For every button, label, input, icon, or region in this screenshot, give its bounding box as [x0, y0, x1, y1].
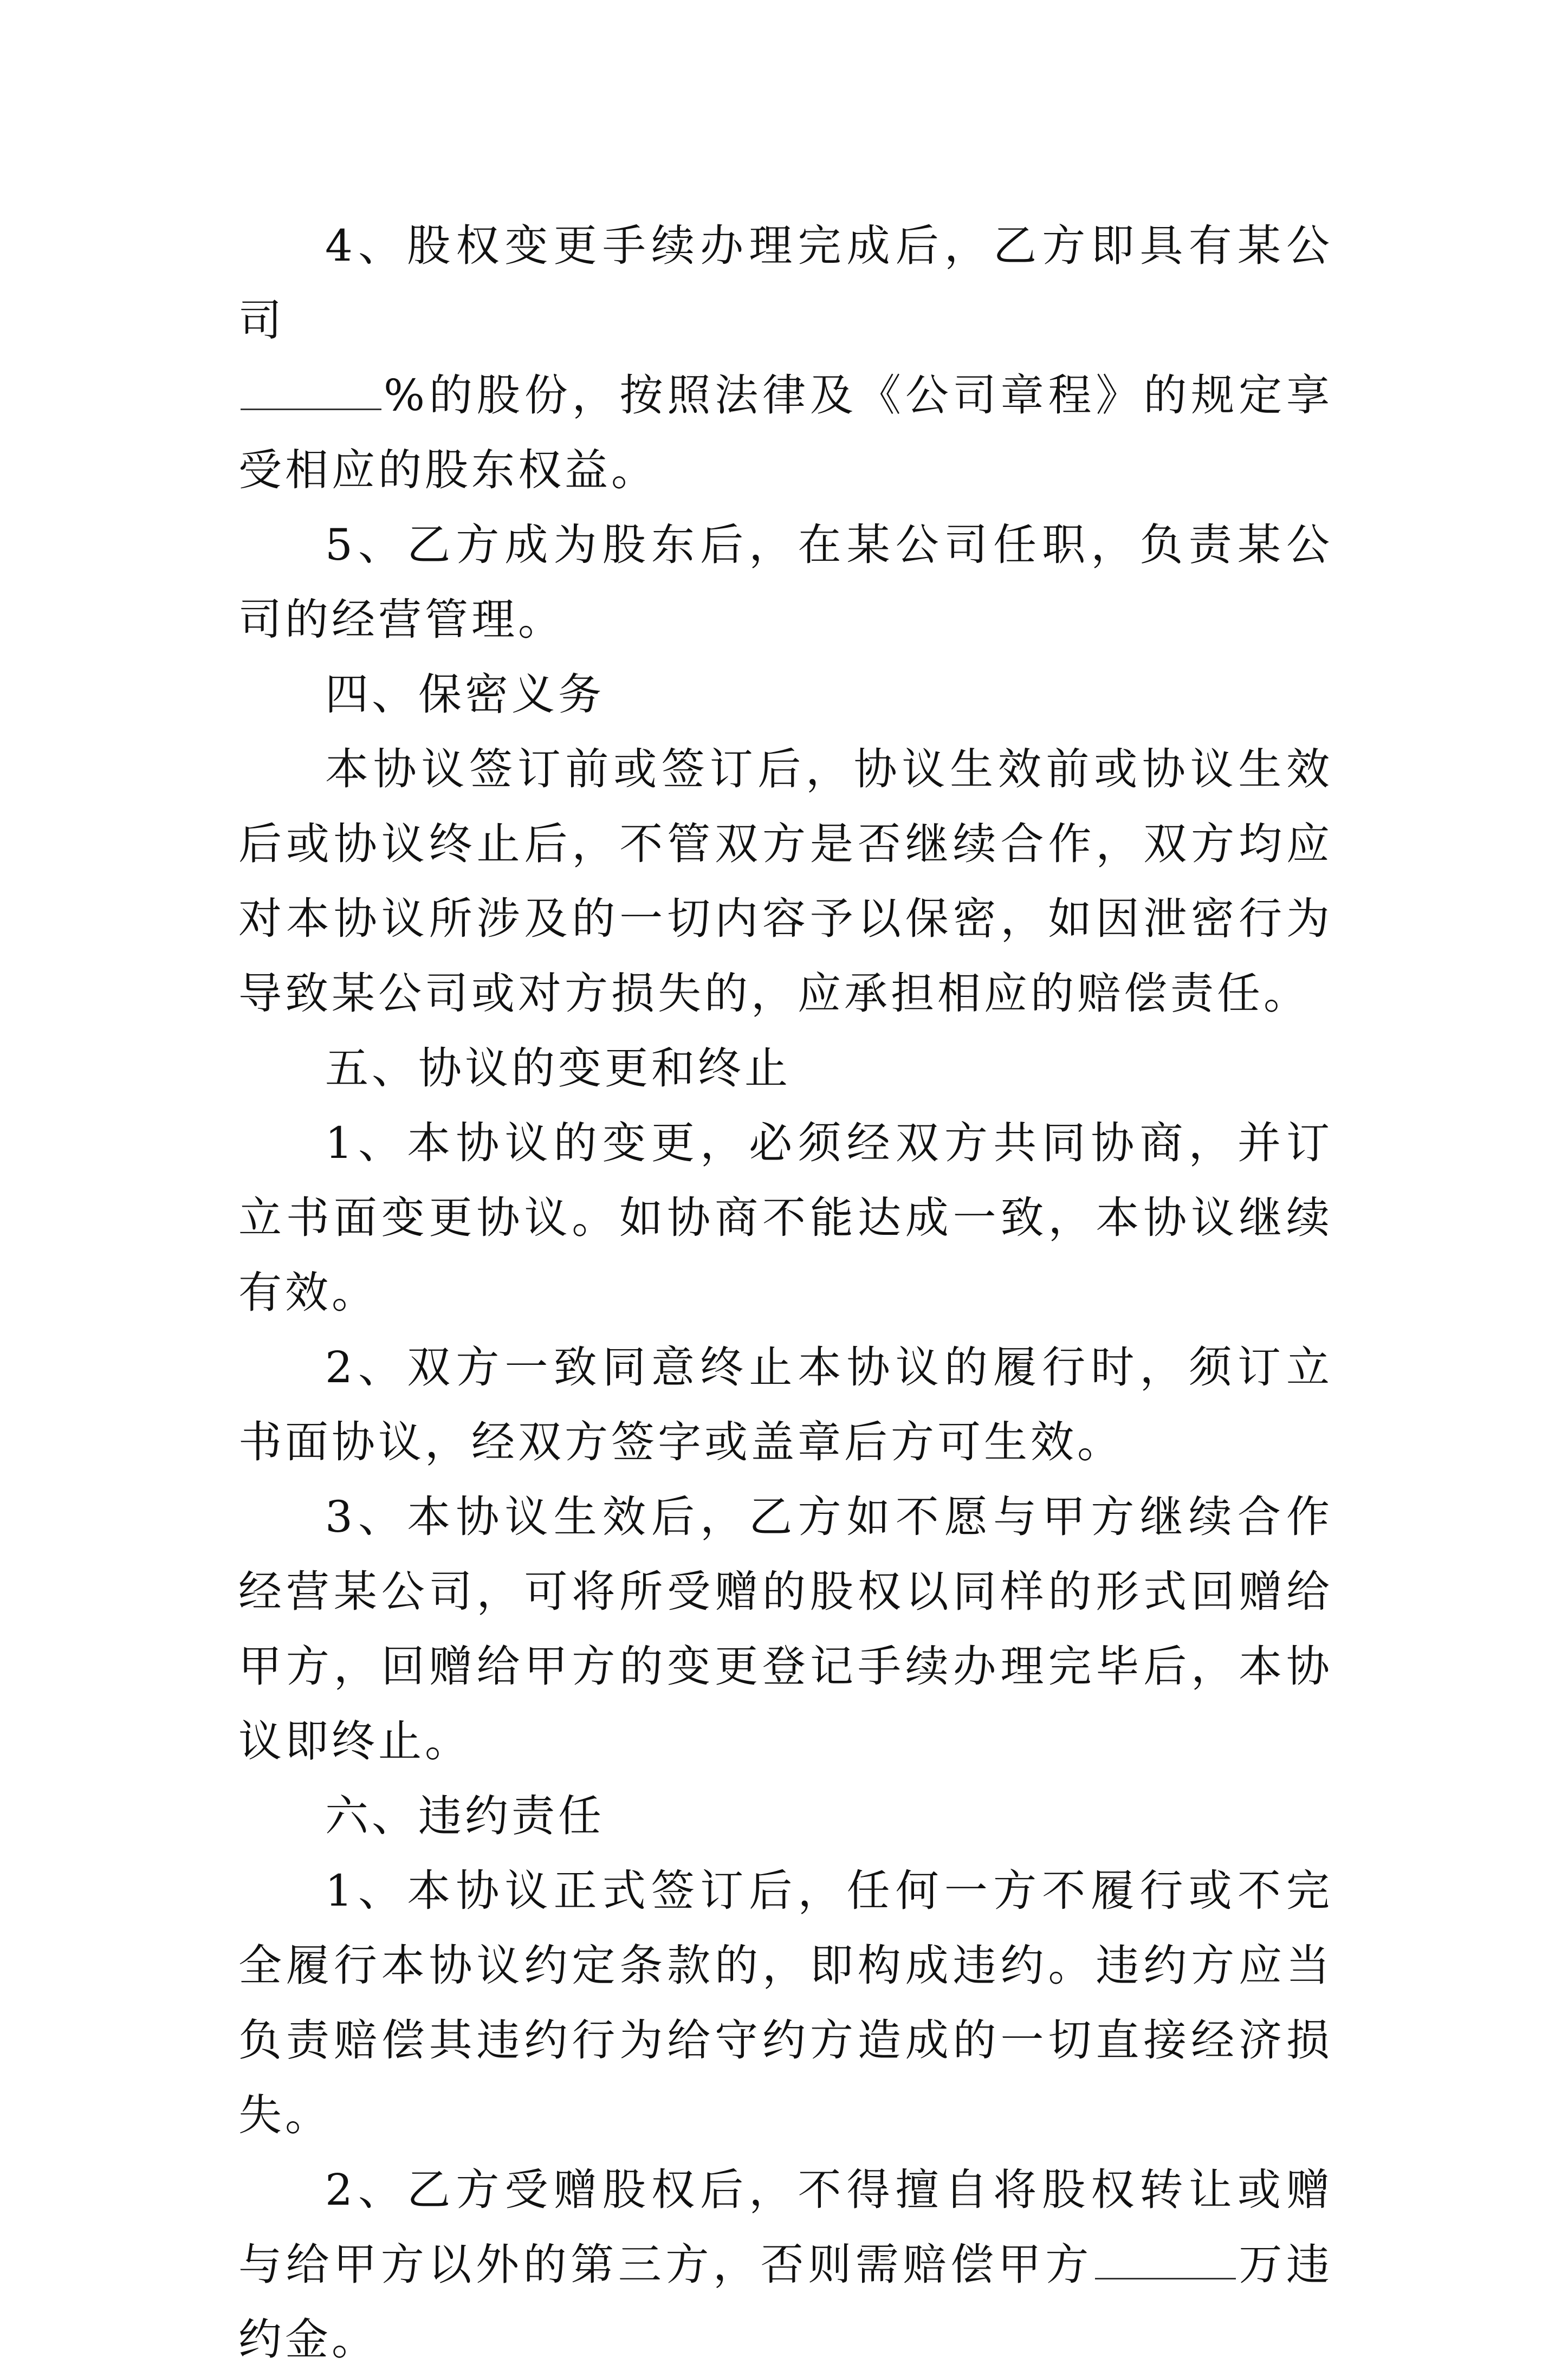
share-percent-blank	[241, 371, 381, 410]
breach-clause-2	[238, 2153, 1333, 2377]
breach-clause-2-text-before: 2、乙方受赠股权后，不得擅自将股权转让或赠与给甲方以外的第三方，否则需赔偿甲方	[238, 2165, 1333, 2290]
clause-4-paragraph	[238, 209, 1333, 508]
amendment-clause-3: 3、本协议生效后，乙方如不愿与甲方继续合作经营某公司，可将所受赠的股权以同样的形式回赠给甲方，回赠给甲方的变更登记手续办理完毕后，本协议即终止。	[238, 1492, 1333, 1766]
clause-4-text-before: 4、股权变更手续办理完成后，乙方即具有某公司	[238, 221, 1333, 346]
breach-clause-1: 1、本协议正式签订后，任何一方不履行或不完全履行本协议约定条款的，即构成违约。违约方应当负责赔偿其违约行为给守约方造成的一切直接经济损失。	[238, 1866, 1333, 2140]
confidentiality-paragraph: 本协议签订前或签订后，协议生效前或协议生效后或协议终止后，不管双方是否继续合作，双方均应对本协议所涉及的一切内容予以保密，如因泄密行为导致某公司或对方损失的，应承担相应的赔偿责任。	[238, 744, 1333, 1019]
amendment-clause-1: 1、本协议的变更，必须经双方共同协商，并订立书面变更协议。如协商不能达成一致，本协议继续有效。	[238, 1118, 1333, 1318]
penalty-amount-blank	[1095, 2240, 1236, 2279]
clause-4-text-after: %的股份，按照法律及《公司章程》的规定享受相应的股东权益。	[238, 370, 1333, 495]
section-4-heading: 四、保密义务	[325, 669, 605, 720]
breach-clause-2-text-after: 万违约金。	[238, 2239, 1333, 2365]
document-body	[238, 209, 1333, 2377]
clause-5-paragraph: 5、乙方成为股东后，在某公司任职，负责某公司的经营管理。	[238, 520, 1333, 645]
amendment-clause-2: 2、双方一致同意终止本协议的履行时，须订立书面协议，经双方签字或盖章后方可生效。	[238, 1342, 1333, 1467]
section-5-heading: 五、协议的变更和终止	[325, 1043, 791, 1093]
section-6-heading: 六、违约责任	[325, 1791, 605, 1841]
